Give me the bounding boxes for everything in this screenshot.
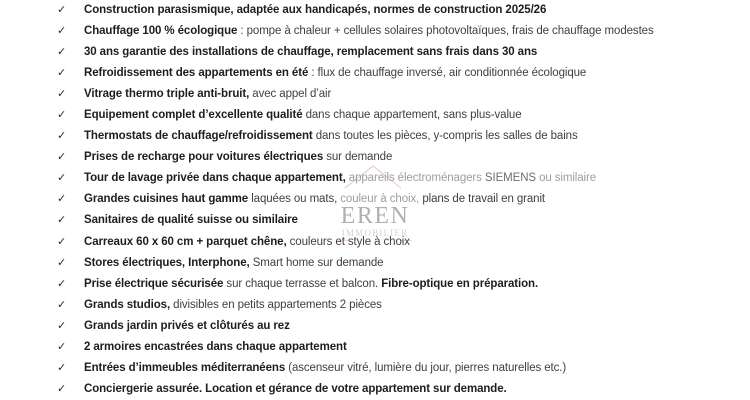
checkmark-icon: ✓	[57, 46, 67, 59]
list-item-text-segment: Tour de lavage privée dans chaque appartement,	[84, 172, 346, 185]
list-item-text-segment: Grandes cuisines haut gamme	[84, 193, 249, 206]
checkmark-icon: ✓	[57, 277, 67, 290]
watermark-brand-text: EREN	[340, 203, 410, 229]
list-item	[0, 63, 750, 84]
list-item-text-segment: Sanitaires de qualité suisse ou similaire	[84, 214, 298, 227]
list-item-text-segment: (ascenseur vitré, lumière du jour, pierres naturelles etc.)	[285, 361, 567, 374]
list-item-text-segment: Stores électriques, Interphone,	[84, 256, 250, 269]
list-item-text-segment: dans toutes les pièces, y-compris les salles de bains	[312, 130, 578, 143]
list-item-text-segment: sur chaque terrasse et balcon.	[223, 277, 382, 290]
list-item-text-segment: Smart home sur demande	[249, 256, 384, 269]
list-item	[0, 253, 750, 274]
list-item-text-segment: Prise électrique sécurisée	[84, 277, 224, 290]
list-item	[0, 379, 750, 400]
list-item	[0, 358, 750, 379]
checkmark-icon: ✓	[57, 130, 67, 143]
list-item	[0, 84, 750, 105]
list-item-text-segment: divisibles en petits appartements 2 pièces	[170, 298, 382, 311]
checkmark-icon: ✓	[57, 340, 67, 353]
list-item	[0, 210, 750, 231]
list-item	[0, 42, 750, 63]
checkmark-icon: ✓	[57, 109, 67, 122]
list-item-text-segment: plans de travail en granit	[419, 193, 546, 206]
list-item	[0, 274, 750, 295]
list-item	[0, 105, 750, 126]
checkmark-icon: ✓	[57, 382, 67, 395]
list-item-text-segment: avec appel d’air	[249, 88, 332, 101]
list-item	[0, 0, 750, 21]
list-item-text-segment: SIEMENS	[481, 172, 536, 185]
list-item	[0, 232, 750, 253]
list-item-text-segment: Fibre-optique en préparation.	[381, 277, 539, 290]
list-item-text-segment: Carreaux 60 x 60 cm + parquet chêne,	[84, 235, 287, 248]
list-item-text-segment: couleurs et style à choix	[286, 235, 410, 248]
list-item-text-segment: Prises de recharge pour voitures électriques	[84, 151, 324, 164]
list-item-text-segment: Entrées d’immeubles méditerranéens	[84, 361, 286, 374]
list-item-text-segment: 30 ans garantie des installations de chauffage, remplacement sans frais dans 30 ans	[84, 46, 538, 59]
checkmark-icon: ✓	[57, 151, 67, 164]
list-item	[0, 316, 750, 337]
list-item-text-segment: : flux de chauffage inversé, air conditionnée écologique	[308, 67, 587, 80]
watermark-subtitle-text: IMMOBILIER	[341, 228, 409, 238]
list-item-text-segment: ou similaire	[535, 172, 597, 185]
list-item-text-segment: Conciergerie assurée. Location et gérance de votre appartement sur demande.	[84, 382, 507, 395]
checkmark-icon: ✓	[57, 319, 67, 332]
list-item-text-segment: dans chaque appartement, sans plus-value	[302, 109, 522, 122]
checkmark-icon: ✓	[57, 256, 67, 269]
checkmark-icon: ✓	[57, 193, 67, 206]
list-item	[0, 147, 750, 168]
list-item-text-segment: sur demande	[323, 151, 393, 164]
list-item-text-segment: Grands studios,	[84, 298, 171, 311]
list-item-text-segment: 2 armoires encastrées dans chaque appartement	[84, 340, 347, 353]
list-item-text-segment: Thermostats de chauffage/refroidissement	[84, 130, 313, 143]
checkmark-icon: ✓	[57, 4, 67, 16]
list-item-text-segment: Chauffage 100 % écologique	[84, 25, 238, 38]
list-item	[0, 337, 750, 358]
list-item-text-segment: couleur à choix,	[337, 193, 420, 206]
list-item-text-segment: Grands jardin privés et clôturés au rez	[84, 319, 290, 332]
checkmark-icon: ✓	[57, 235, 67, 248]
checkmark-icon: ✓	[57, 361, 67, 374]
list-item-text-segment: Equipement complet d’excellente qualité	[84, 109, 303, 122]
checkmark-icon: ✓	[57, 214, 67, 227]
list-item-text-segment: Refroidissement des appartements en été	[84, 67, 309, 80]
list-item-text-segment: appareils électroménagers	[345, 172, 482, 185]
list-item	[0, 189, 750, 210]
list-item	[0, 21, 750, 42]
checkmark-icon: ✓	[57, 298, 67, 311]
checkmark-icon: ✓	[57, 172, 67, 185]
list-item	[0, 126, 750, 147]
list-item-text-segment: Construction parasismique, adaptée aux handicapés, normes de construction 2025/26	[84, 4, 547, 16]
list-item	[0, 168, 750, 189]
list-item-text-segment: Vitrage thermo triple anti-bruit,	[84, 88, 250, 101]
checkmark-icon: ✓	[57, 67, 67, 80]
list-item-text-segment: : pompe à chaleur + cellules solaires photovoltaïques, frais de chauffage modestes	[237, 25, 654, 38]
list-item	[0, 295, 750, 316]
checkmark-icon: ✓	[57, 88, 67, 101]
list-item-text-segment: laquées ou mats,	[248, 193, 338, 206]
checkmark-icon: ✓	[57, 25, 67, 38]
